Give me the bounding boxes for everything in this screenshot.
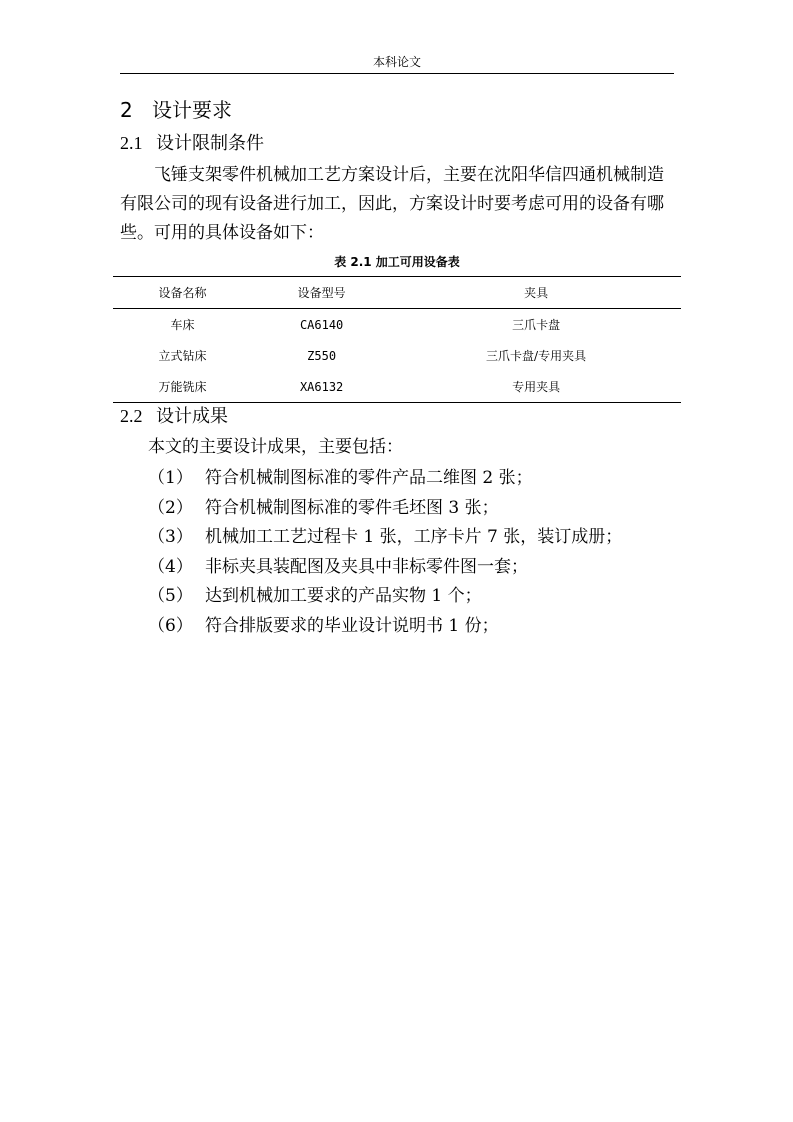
equipment-table <box>113 276 681 403</box>
table-header-row <box>113 277 681 309</box>
table-cell: 车床 <box>170 318 195 332</box>
list-text: 机械加工工艺过程卡 1 张，工序卡片 7 张，装订成册； <box>205 527 623 547</box>
table-cell: 三爪卡盘/专用夹具 <box>486 349 587 363</box>
column-header: 设备型号 <box>297 286 346 300</box>
table-cell: CA6140 <box>299 317 344 332</box>
list-index: （3） <box>148 527 193 547</box>
table-row <box>113 309 681 341</box>
list-index: （5） <box>148 586 193 606</box>
table-cell: 三爪卡盘 <box>512 318 561 332</box>
column-header: 设备名称 <box>158 286 207 300</box>
results-list <box>148 464 622 641</box>
table-cell: XA6132 <box>299 379 344 394</box>
column-header: 夹具 <box>524 286 549 300</box>
list-item <box>148 523 622 553</box>
list-item <box>148 582 622 612</box>
list-text: 符合机械制图标准的零件产品二维图 2 张； <box>205 468 533 488</box>
section-number: 2 <box>120 98 133 122</box>
list-text: 达到机械加工要求的产品实物 1 个； <box>205 586 482 606</box>
results-intro: 本文的主要设计成果，主要包括： <box>148 437 403 457</box>
list-item <box>148 494 622 524</box>
list-item <box>148 464 622 494</box>
subsection-title: 设计限制条件 <box>156 133 264 154</box>
list-index: （6） <box>148 615 193 636</box>
section-title: 设计要求 <box>152 98 232 122</box>
subsection-number: 2.1 <box>120 133 143 153</box>
subsection-heading-2-1 <box>120 131 264 156</box>
body-paragraph: 飞锤支架零件机械加工艺方案设计后，主要在沈阳华信四通机械制造有限公司的现有设备进行加工，因此，方案设计时要考虑可用的设备有哪些。可用的具体设备如下： <box>120 165 664 243</box>
list-item <box>148 612 622 642</box>
table-row <box>113 340 681 371</box>
list-text: 非标夹具装配图及夹具中非标零件图一套； <box>205 556 528 577</box>
list-index: （2） <box>148 497 193 518</box>
running-header: 本科论文 <box>372 55 421 69</box>
table-cell: 万能铣床 <box>158 380 207 394</box>
list-text: 符合排版要求的毕业设计说明书 1 份； <box>205 615 499 636</box>
subsection-heading-2-2 <box>120 404 228 429</box>
subsection-number: 2.2 <box>120 406 143 426</box>
list-index: （1） <box>148 468 193 488</box>
table-cell: 专用夹具 <box>512 380 561 394</box>
list-text: 符合机械制图标准的零件毛坯图 3 张； <box>205 497 499 518</box>
list-item <box>148 553 622 583</box>
table-row <box>113 371 681 403</box>
list-index: （4） <box>148 556 193 577</box>
section-heading <box>120 97 232 123</box>
table-caption: 表 2.1 加工可用设备表 <box>334 255 460 269</box>
table-cell: Z550 <box>307 348 337 363</box>
header-rule <box>120 73 674 74</box>
subsection-title: 设计成果 <box>156 406 228 427</box>
table-cell: 立式钻床 <box>158 349 207 363</box>
